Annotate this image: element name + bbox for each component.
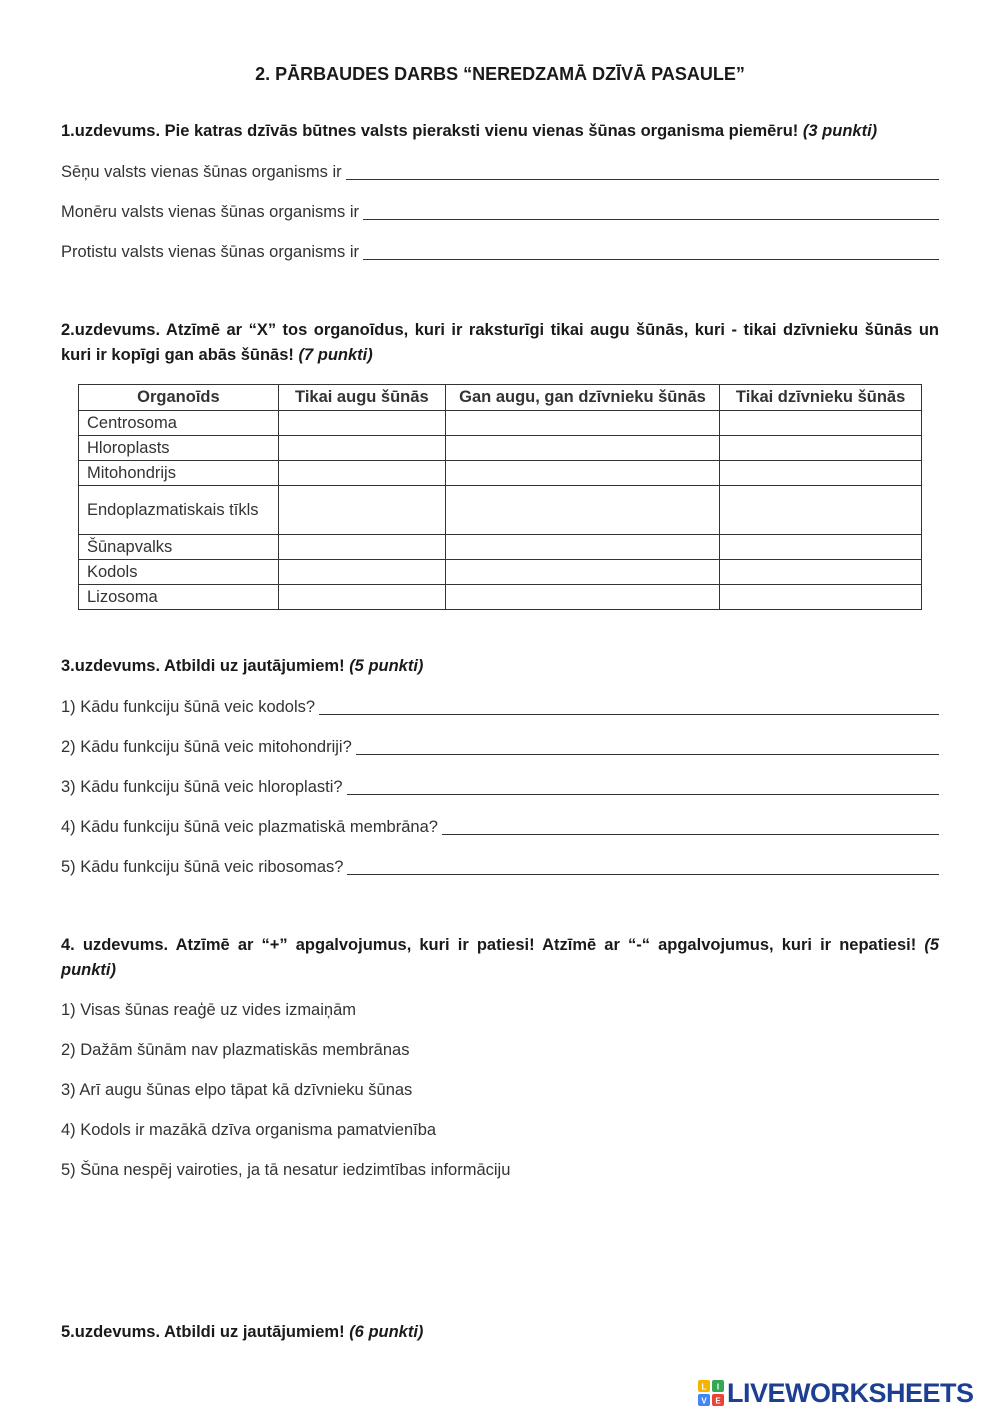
task5-heading <box>61 1320 939 1345</box>
task1-answer-blank[interactable] <box>363 242 939 260</box>
mark-cell[interactable] <box>445 585 719 610</box>
mark-cell[interactable] <box>720 585 922 610</box>
organelle-name: Hloroplasts <box>79 436 279 461</box>
liveworksheets-logo-icon <box>698 1380 724 1406</box>
table-row <box>79 411 922 436</box>
mark-cell[interactable] <box>278 436 445 461</box>
task5-points: (6 punkti) <box>349 1323 424 1341</box>
svg-text:E: E <box>715 1396 721 1406</box>
task1-answer-row <box>61 240 939 262</box>
organelle-table <box>78 384 922 610</box>
task3-question-row <box>61 775 939 797</box>
task1-answer-row <box>61 160 939 182</box>
table-row <box>79 585 922 610</box>
task3-heading <box>61 654 939 679</box>
table-header-cell: Tikai augu šūnās <box>278 385 445 411</box>
task4-statement: 3) Arī augu šūnas elpo tāpat kā dzīvnieku šūnas <box>61 1081 413 1099</box>
table-row <box>79 461 922 486</box>
task3-question-row <box>61 695 939 717</box>
mark-cell[interactable] <box>445 535 719 560</box>
task1-prompt: Sēņu valsts vienas šūnas organisms ir <box>61 163 342 181</box>
task1-prompt: Monēru valsts vienas šūnas organisms ir <box>61 203 360 221</box>
task4-heading <box>61 933 939 983</box>
mark-cell[interactable] <box>278 535 445 560</box>
table-header-row <box>79 385 922 411</box>
task4-statement: 2) Dažām šūnām nav plazmatiskās membrānas <box>61 1041 410 1059</box>
organelle-name: Šūnapvalks <box>79 535 279 560</box>
mark-cell[interactable] <box>278 560 445 585</box>
organelle-name: Endoplazmatiskais tīkls <box>79 486 279 535</box>
page-title: 2. PĀRBAUDES DARBS “NEREDZAMĀ DZĪVĀ PASAULE” <box>255 64 745 84</box>
svg-text:I: I <box>716 1382 720 1392</box>
svg-text:V: V <box>701 1396 707 1406</box>
table-row <box>79 535 922 560</box>
mark-cell[interactable] <box>278 411 445 436</box>
table-header-cell: Organoīds <box>79 385 279 411</box>
task1-prompt: Protistu valsts vienas šūnas organisms ir <box>61 243 360 261</box>
task5-heading-text: 5.uzdevums. Atbildi uz jautājumiem! <box>61 1323 345 1341</box>
mark-cell[interactable] <box>445 486 719 535</box>
mark-cell[interactable] <box>720 411 922 436</box>
task4-statement: 4) Kodols ir mazākā dzīva organisma pamatvienība <box>61 1121 437 1139</box>
table-header-cell: Tikai dzīvnieku šūnās <box>720 385 922 411</box>
mark-cell[interactable] <box>278 585 445 610</box>
task3-answer-blank[interactable] <box>319 697 939 715</box>
task4-statement: 5) Šūna nespēj vairoties, ja tā nesatur iedzimtības informāciju <box>61 1161 511 1179</box>
organelle-name: Mitohondrijs <box>79 461 279 486</box>
task3-question-row <box>61 815 939 837</box>
task4-heading-text: 4. uzdevums. Atzīmē ar “+” apgalvojumus, kuri ir patiesi! Atzīmē ar “-“ apgalvojumus, kuri ir nepatiesi! <box>61 936 917 954</box>
task3-question: 4) Kādu funkciju šūnā veic plazmatiskā membrāna? <box>61 818 438 836</box>
organelle-name: Kodols <box>79 560 279 585</box>
mark-cell[interactable] <box>445 436 719 461</box>
task3-answer-blank[interactable] <box>356 737 939 755</box>
task1-points: (3 punkti) <box>802 122 878 140</box>
mark-cell[interactable] <box>445 461 719 486</box>
table-row <box>79 436 922 461</box>
table-header-cell: Gan augu, gan dzīvnieku šūnās <box>445 385 719 411</box>
task3-question: 1) Kādu funkciju šūnā veic kodols? <box>61 698 316 716</box>
task4-points: (5 punkti) <box>61 936 939 979</box>
task3-question-row <box>61 855 939 877</box>
mark-cell[interactable] <box>720 461 922 486</box>
organelle-name: Lizosoma <box>79 585 279 610</box>
brand-text: LIVEWORKSHEETS <box>727 1377 974 1408</box>
task1-heading-text: 1.uzdevums. Pie katras dzīvās būtnes valsts pieraksti vienu vienas šūnas organisma piemēru! <box>61 122 799 140</box>
task1-answer-row <box>61 200 939 222</box>
mark-cell[interactable] <box>445 560 719 585</box>
organelle-name: Centrosoma <box>79 411 279 436</box>
task3-heading-text: 3.uzdevums. Atbildi uz jautājumiem! <box>61 657 345 675</box>
task3-answer-blank[interactable] <box>442 817 939 835</box>
task2-heading <box>61 318 939 368</box>
task3-answer-blank[interactable] <box>347 857 939 875</box>
task2-points: (7 punkti) <box>298 346 373 364</box>
task3-answer-blank[interactable] <box>347 777 939 795</box>
table-row <box>79 486 922 535</box>
svg-text:L: L <box>701 1382 707 1392</box>
task3-question-row <box>61 735 939 757</box>
task2-heading-text: 2.uzdevums. Atzīmē ar “X” tos organoīdus, kuri ir raksturīgi tikai augu šūnās, kuri - tikai dzīvnieku šūnās un kuri ir kopīgi gan abās šūnās! <box>61 321 939 364</box>
task3-question: 2) Kādu funkciju šūnā veic mitohondriji? <box>61 738 352 756</box>
task3-points: (5 punkti) <box>349 657 424 675</box>
mark-cell[interactable] <box>278 461 445 486</box>
task3-question: 3) Kādu funkciju šūnā veic hloroplasti? <box>61 778 343 796</box>
mark-cell[interactable] <box>720 436 922 461</box>
mark-cell[interactable] <box>720 560 922 585</box>
task4-statement: 1) Visas šūnas reaģē uz vides izmaiņām <box>61 1001 357 1019</box>
task3-question: 5) Kādu funkciju šūnā veic ribosomas? <box>61 858 344 876</box>
mark-cell[interactable] <box>720 535 922 560</box>
table-row <box>79 560 922 585</box>
task1-answer-blank[interactable] <box>346 162 939 180</box>
mark-cell[interactable] <box>278 486 445 535</box>
mark-cell[interactable] <box>445 411 719 436</box>
liveworksheets-brand <box>698 1378 974 1408</box>
task1-heading <box>61 119 939 144</box>
mark-cell[interactable] <box>720 486 922 535</box>
task1-answer-blank[interactable] <box>363 202 939 220</box>
